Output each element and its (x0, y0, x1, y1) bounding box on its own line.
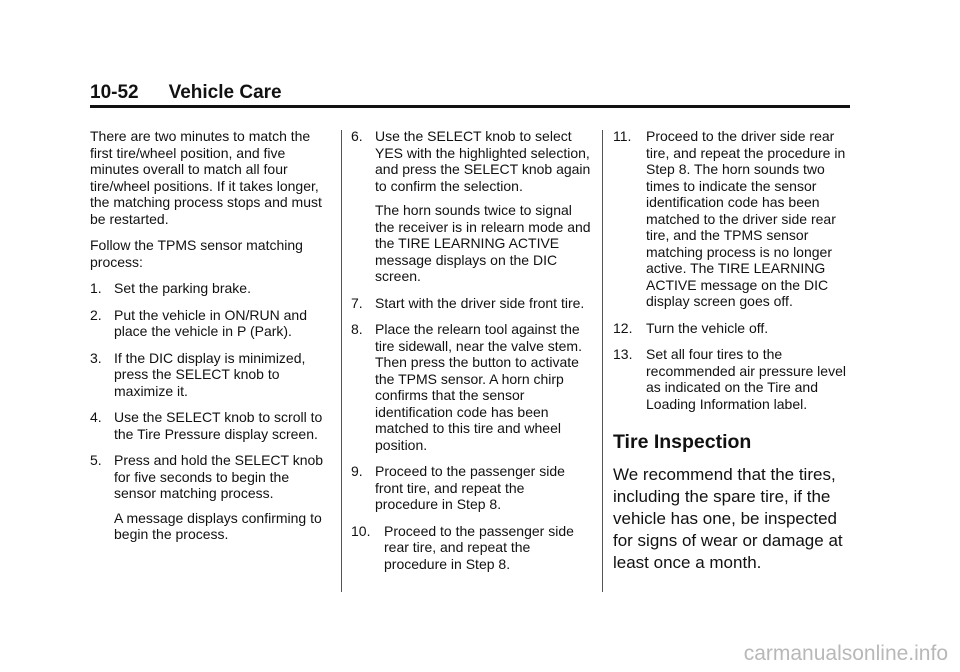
list-item (613, 346, 858, 412)
step-number: 11. (613, 128, 632, 144)
step-number: 8. (351, 321, 363, 337)
step-number: 10. (351, 522, 371, 539)
list-item (90, 409, 335, 442)
step-text: Proceed to the driver side rear tire, and repeat the procedure in Step 8. The horn sounds two times to indicate the sensor identification code has been matched to the driver side rear tire, and the TPMS sensor matching process is no longer active. The TIRE LEARNING ACTIVE message on the DIC display screen goes off. (646, 128, 846, 309)
column-3 (613, 128, 858, 574)
list-item (351, 295, 591, 312)
step-subtext: The horn sounds twice to signal the receiver is in relearn mode and the TIRE LEARNING ACTIVE message displays on the DIC screen. (375, 202, 591, 284)
step-number: 7. (351, 294, 363, 311)
header-rule (90, 105, 850, 108)
list-item (90, 350, 335, 400)
step-text: Proceed to the passenger side rear tire, and repeat the procedure in Step 8. (384, 522, 574, 572)
step-text: Start with the driver side front tire. (375, 294, 585, 311)
column-divider (602, 130, 603, 592)
watermark: carmanualsonline.info (743, 642, 948, 665)
step-text: Put the vehicle in ON/RUN and place the vehicle in P (Park). (114, 306, 307, 339)
step-number: 5. (90, 452, 102, 468)
section-title: Vehicle Care (168, 82, 282, 103)
list-item (351, 321, 591, 453)
step-number: 6. (351, 128, 363, 144)
step-subtext: A message displays confirming to begin the process. (114, 509, 322, 542)
column-divider (341, 130, 342, 592)
step-text: Use the SELECT knob to scroll to the Tire Pressure display screen. (114, 409, 323, 442)
step-number: 4. (90, 409, 102, 425)
page-header (90, 82, 282, 104)
step-number: 13. (613, 346, 633, 362)
inspection-paragraph: We recommend that the tires, including the spare tire, if the vehicle has one, be inspected for signs of wear or damage at least once a month. (613, 465, 843, 572)
step-text: Set the parking brake. (114, 280, 251, 296)
step-text: Proceed to the passenger side front tire, and repeat the procedure in Step 8. (375, 463, 565, 512)
follow-paragraph: Follow the TPMS sensor matching process: (90, 237, 303, 270)
list-item (90, 280, 335, 297)
list-item (351, 128, 591, 285)
list-item (90, 452, 335, 543)
step-text: If the DIC display is minimized, press the SELECT knob to maximize it. (114, 349, 306, 399)
list-item (613, 128, 858, 310)
step-number: 9. (351, 463, 363, 479)
step-text: Turn the vehicle off. (646, 319, 769, 336)
step-number: 3. (90, 349, 102, 366)
step-text: Place the relearn tool against the tire sidewall, near the valve stem. Then press the button to activate the TPMS sensor. A horn chirp confirms that the sensor identification code has been matched to this tire and wheel position. (375, 321, 582, 453)
step-text: Use the SELECT knob to select YES with the highlighted selection, and press the SELECT knob again to confirm the selection. (375, 128, 591, 194)
list-item (90, 307, 335, 340)
page-number: 10-52 (90, 82, 139, 103)
step-text: Set all four tires to the recommended air pressure level as indicated on the Tire and Loading Information label. (646, 346, 846, 412)
section-heading: Tire Inspection (613, 431, 752, 453)
intro-paragraph: There are two minutes to match the first tire/wheel position, and five minutes overall to match all four tire/wheel positions. If it takes longer, the matching process stops and must be restarted. (90, 128, 322, 227)
list-item (351, 523, 591, 573)
column-1 (90, 128, 335, 553)
list-item (351, 463, 591, 513)
step-text: Press and hold the SELECT knob for five seconds to begin the sensor matching process. (114, 452, 324, 501)
list-item (613, 320, 858, 337)
column-2 (351, 128, 591, 582)
step-number: 12. (613, 319, 633, 336)
step-number: 2. (90, 306, 102, 323)
step-number: 1. (90, 280, 102, 296)
